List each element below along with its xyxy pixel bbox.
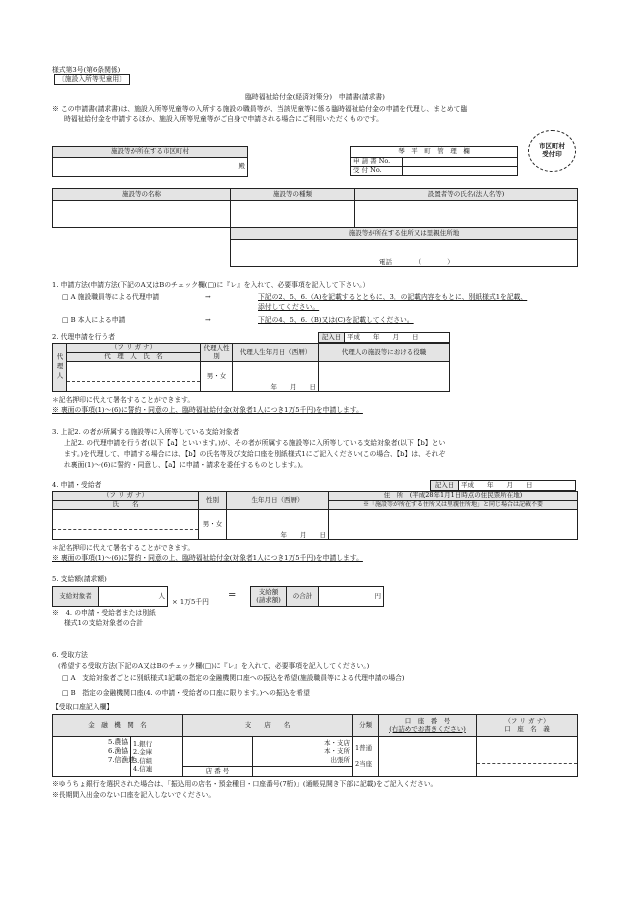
applicant-gender-field[interactable]: 男・女 <box>199 510 227 540</box>
target-count-field[interactable] <box>99 587 168 607</box>
page-title: 臨時福祉給付金(経済対策分) 申請書(請求書) <box>245 93 385 101</box>
form-number: 様式第3号(第6条関係) <box>52 66 121 74</box>
arrow-b: → <box>205 316 211 324</box>
tel-label: 電話 （ ） <box>379 257 454 266</box>
s2-note-2: ※ 裏面の事項(1)～(6)に誓約・同意の上、臨時福祉給付金(対象者1人につき1万5千円)を申請します。 <box>52 406 363 414</box>
mgmt-header: 琴 平 町 管 理 欄 <box>351 147 518 158</box>
s5-note-2: 様式1の支給対象者の合計 <box>64 619 144 627</box>
total-yen: 円 <box>374 591 381 600</box>
usage-label: 〔施設入所等児童用〕 <box>54 74 130 85</box>
section3-title: 3. 上記2. の者が所属する施設等に入所等している支給対象者 <box>52 428 240 436</box>
account-type-header: 分類 <box>353 715 379 737</box>
option-b-self[interactable]: □ B 本人による申請 <box>62 316 126 324</box>
option-a-desc-1: 下記の2、5、6.（A)を記載するとともに、3．の記載内容をもとに、別紙様式1を記載、 <box>258 293 528 301</box>
section4-title: 4. 申請・受給者 <box>52 481 102 489</box>
target-count-table <box>52 586 168 607</box>
bank-kind-options-2: 5.農協 6.漁協 7.信漁連 <box>108 738 135 764</box>
rec-no-field[interactable] <box>403 167 518 176</box>
app-no-label: 申 請 書 No. <box>351 158 403 167</box>
facility-type-header: 施設等の種類 <box>231 189 355 201</box>
applicant-address-note: ※「施設等が所在する住所又は里親住所地」と同じ場合は記載不要 <box>329 501 578 510</box>
applicant-name-field[interactable] <box>53 510 199 540</box>
applicant-name-header: 氏 名 <box>53 501 199 510</box>
s4-note-2: ※ 裏面の事項(1)～(6)に誓約・同意の上、臨時福祉給付金(対象者1人につき1万5千円)を申請します。 <box>52 554 363 562</box>
s6-subtitle: (希望する受取方法(下記のA又はBのチェック欄(□)に『レ』を入れて、必要事項を記入してください。) <box>58 662 370 670</box>
s6-note-1: ※ゆうちょ銀行を選択された場合は、「振込用の店名・預金種目・口座番号(7桁)」(通帳見開き下部に記載)をご記入ください。 <box>52 780 438 788</box>
s4-date-table <box>430 480 576 491</box>
proxy-table <box>52 343 450 392</box>
facility-type-field[interactable] <box>231 201 355 228</box>
s4-date-field[interactable]: 平成 年 月 日 <box>459 481 576 491</box>
applicant-birth-field[interactable]: 年 月 日 <box>227 510 329 540</box>
option-a-proxy[interactable]: □ A 施設職員等による代理申請 <box>62 293 160 301</box>
s2-date-field[interactable]: 平成 年 月 日 <box>345 333 450 343</box>
app-no-field[interactable] <box>403 158 518 167</box>
proxy-name-field[interactable] <box>67 362 201 392</box>
management-table <box>350 146 518 176</box>
city-table <box>52 146 248 177</box>
account-number-header: 口 座 番 号 (右詰めでお書きください) <box>379 715 477 737</box>
option-a-desc-2: 添付してください。 <box>258 303 320 311</box>
applicant-address-field[interactable] <box>329 510 578 540</box>
proxy-name-header: 代 理 人 氏 名 <box>67 353 201 362</box>
founder-header: 設置者等の氏名(法人名等) <box>355 189 578 201</box>
applicant-address-header: 住 所 (平成28年1月1日時点の住民票所在地) <box>329 492 578 501</box>
proxy-position-header: 代理人の施設等における役職 <box>319 344 450 362</box>
facility-name-field[interactable] <box>53 201 231 228</box>
intro-note-1: ※ この申請書(請求書)は、施設入所等児童等の入所する施設の職員等が、当該児童等に係る臨時福祉給付金の申請を代理し、まとめて臨 <box>52 105 468 113</box>
target-count-unit: 人 <box>158 591 165 600</box>
proxy-gender-header: 代理人性別 <box>201 344 233 362</box>
proxy-position-field[interactable] <box>319 362 450 392</box>
proxy-birth-field[interactable]: 年 月 日 <box>233 362 319 392</box>
account-type-options[interactable]: 1普通 2当座 <box>353 737 379 777</box>
account-section-label: 【受取口座記入欄】 <box>52 703 114 711</box>
section5-title: 5. 支給額(請求額) <box>52 575 107 583</box>
founder-field[interactable] <box>355 201 578 228</box>
branch-name-field[interactable] <box>183 737 253 767</box>
bank-kind-options[interactable]: 1.銀行 2.金庫 3.信組 4.信連 <box>131 737 183 777</box>
target-count-label: 支給対象者 <box>53 587 99 607</box>
s2-date-label: 記入日 <box>319 333 345 343</box>
s3-line-1: 上記2. の代理申請を行う者(以下【a】といいます。)が、その者が所属する施設等に入所等している支給対象者(以下【b】とい <box>64 439 446 447</box>
s2-note-1: ＊記名押印に代えて署名することができます。 <box>52 396 195 404</box>
branch-header: 支 店 名 <box>183 715 353 737</box>
total-label-suffix: の合計 <box>287 587 319 607</box>
applicant-gender-header: 性別 <box>199 492 227 510</box>
applicant-table <box>52 491 578 540</box>
s2-date-table <box>318 332 450 343</box>
equals-sign: = <box>228 590 237 601</box>
city-suffix: 殿 <box>238 162 245 171</box>
facility-address-field[interactable] <box>231 240 578 267</box>
city-header: 施設等が所在する市区町村 <box>53 147 248 158</box>
facility-table <box>52 188 578 267</box>
receive-option-b[interactable]: □ B 指定の金融機関口座(4. の申請・受給者の口座に限ります。)への振込を希望 <box>62 689 310 697</box>
total-label: 支給額 (請求額) <box>251 587 287 607</box>
s4-note-1: ＊記名押印に代えて署名することができます。 <box>52 544 195 552</box>
section2-title: 2. 代理申請を行う者 <box>52 333 116 341</box>
s6-note-2: ※長期間入出金のない口座を記入しないでください。 <box>52 791 216 799</box>
applicant-birth-header: 生年月日（西暦） <box>227 492 329 510</box>
holder-field[interactable] <box>477 737 578 777</box>
rec-no-label: 受 付 No. <box>351 167 403 176</box>
proxy-furigana-header: （フ リ ガ ナ） <box>67 344 201 353</box>
facility-address-header: 施設等が所在する住所又は里親住所地 <box>231 228 578 240</box>
intro-note-2: 時福祉給付金を申請するほか、施設入所等児童等がご自身で申請される場合にご利用いただくものです。 <box>64 115 383 123</box>
receive-option-a[interactable]: □ A 支給対象者ごとに別紙様式1記載の指定の金融機関口座への振込を希望(施設職員等による代理申請の場合) <box>62 674 405 682</box>
option-b-desc: 下記の4、5、6.（B)又は(C)を記載してください。 <box>258 316 414 324</box>
total-table <box>250 586 384 607</box>
multiplier-label: × 1万5千円 <box>172 598 209 606</box>
facility-name-header: 施設等の名称 <box>53 189 231 201</box>
total-field[interactable] <box>319 587 384 607</box>
section1-title: 1. 申請方法(申請方法(下記のA又はBのチェック欄(□)に『レ』を入れて、必要事項を記入して下さい。） <box>52 281 370 289</box>
arrow-a: → <box>205 293 211 301</box>
s3-line-3: れ裏面(1)～(6)に誓約・同意し、【a】に申請・請求を委任するものとします。)。 <box>64 461 307 469</box>
bank-header: 金 融 機 関 名 <box>53 715 183 737</box>
section6-title: 6. 受取方法 <box>52 651 88 659</box>
holder-header: （フ リ ガ ナ） 口 座 名 義 <box>477 715 578 737</box>
proxy-gender-field[interactable]: 男・女 <box>201 362 233 392</box>
branch-kind-options[interactable]: 本・支店 本・支所 出張所 <box>253 737 353 767</box>
applicant-furigana-header: （フ リ ガ ナ） <box>53 492 199 501</box>
s4-date-label: 記入日 <box>431 481 459 491</box>
s3-line-2: ます。)を代理して、申請する場合には、【b】の氏名等及び支給口座を別紙様式1にご記入ください(この場合、【b】は、それぞ <box>64 450 446 458</box>
proxy-side-label: 代理人 <box>53 344 67 392</box>
branch-number-label: 店 番 号 <box>183 767 253 777</box>
s5-note-1: ※ 4. の申請・受給者または別紙 <box>52 609 156 617</box>
account-number-field[interactable] <box>379 737 477 777</box>
proxy-birth-header: 代理人生年月日（西暦） <box>233 344 319 362</box>
branch-number-field[interactable] <box>253 767 353 777</box>
city-input[interactable] <box>53 158 248 177</box>
reception-stamp: 市区町村 受付印 <box>528 130 576 172</box>
